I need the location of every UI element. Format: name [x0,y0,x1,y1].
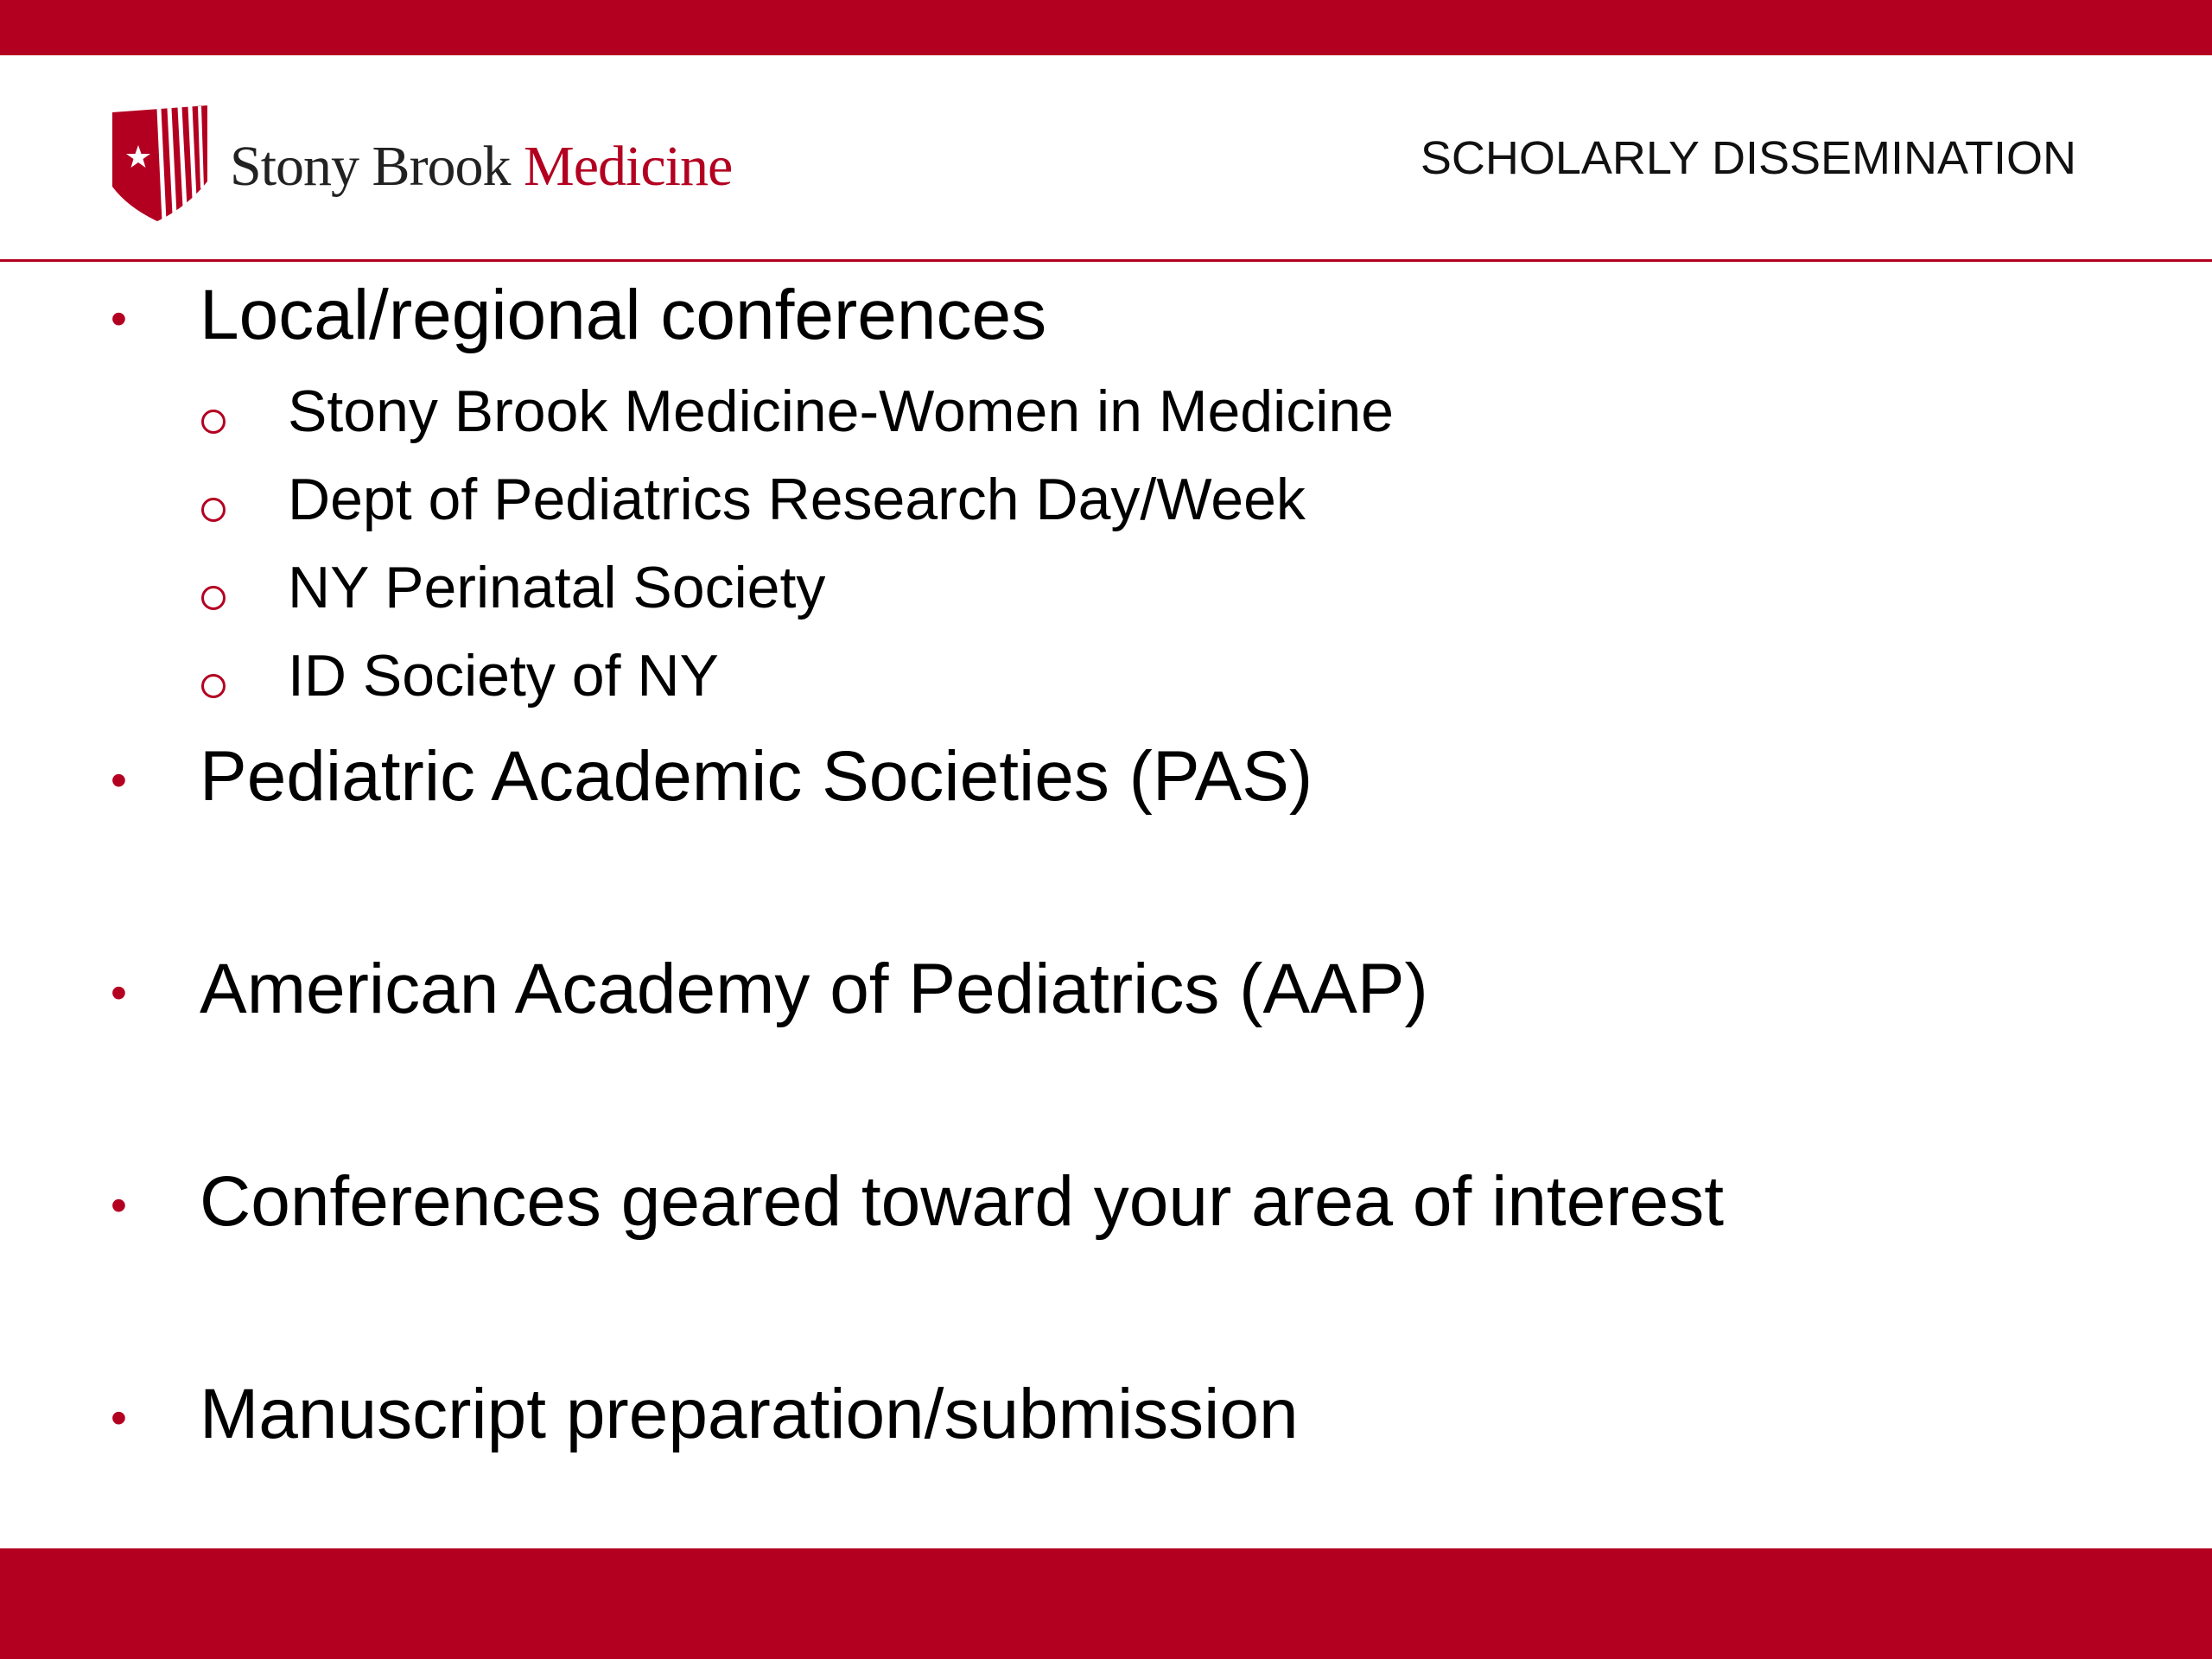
sub-bullet-circle-icon [201,498,226,522]
bullet-text: Local/regional conferences [200,276,1047,354]
sub-bullet-text: Dept of Pediatrics Research Day/Week [288,467,1306,532]
sub-bullet-circle-icon [201,586,226,610]
bullet-text: Pediatric Academic Societies (PAS) [200,737,1313,816]
bullet-text: American Academy of Pediatrics (AAP) [200,950,1428,1028]
bullet-dot-icon: • [111,1392,127,1444]
bullet-text: Conferences geared toward your area of interest [200,1162,1725,1241]
logo-wordmark-stony-brook: Stony Brook [230,135,511,198]
sub-bullet-text: ID Society of NY [288,643,719,709]
bullet-text: Manuscript preparation/submission [200,1375,1299,1453]
sub-bullet-text: NY Perinatal Society [288,555,826,620]
bullet-dot-icon: • [111,754,127,806]
sub-bullet-circle-icon [201,674,226,698]
bottom-banner [0,1548,2212,1659]
sub-bullet-text: Stony Brook Medicine-Women in Medicine [288,378,1394,444]
bullet-dot-icon: • [111,293,127,345]
section-title: SCHOLARLY DISSEMINATION [1420,132,2076,184]
logo-wordmark-medicine: Medicine [524,135,733,198]
bullet-dot-icon: • [111,1179,127,1231]
bullet-dot-icon: • [111,967,127,1019]
sub-bullet-circle-icon [201,410,226,434]
